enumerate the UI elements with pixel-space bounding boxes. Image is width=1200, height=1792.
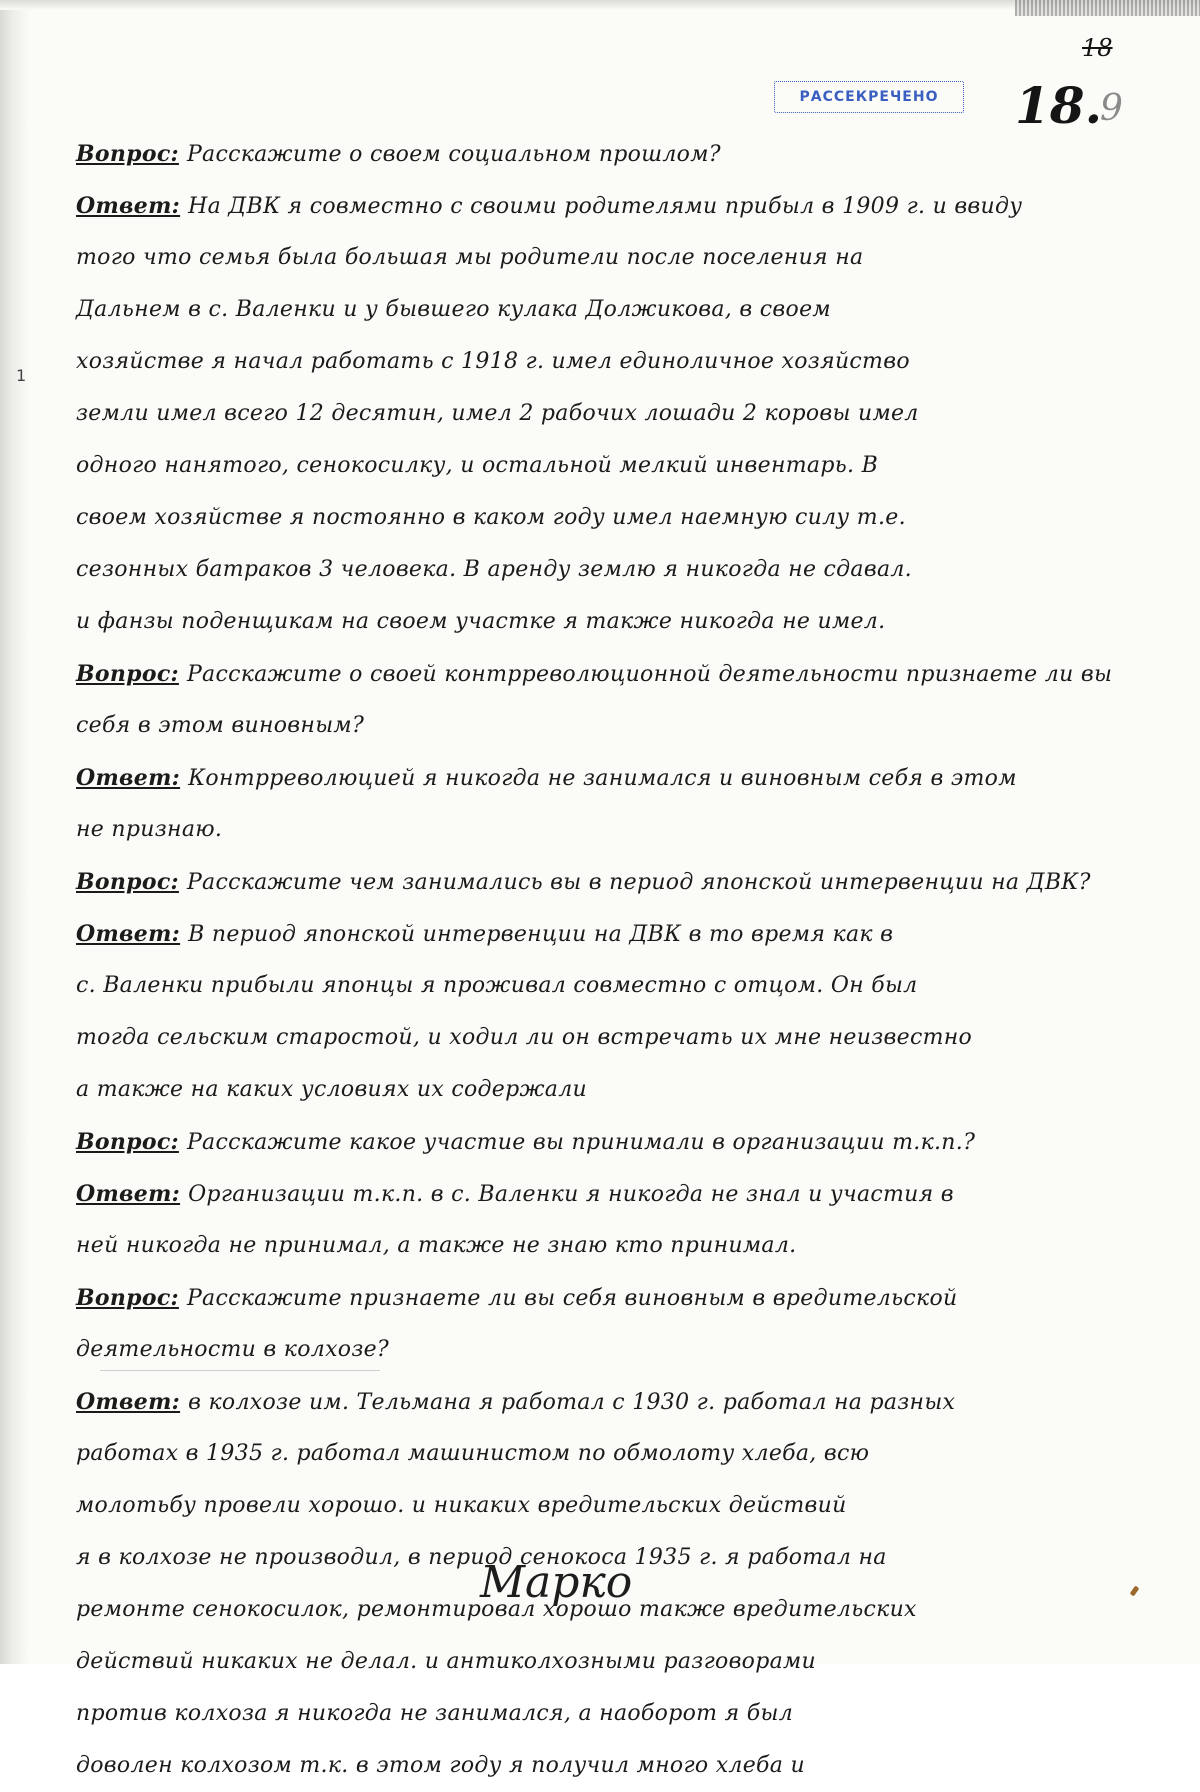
text-line	[76, 1272, 1126, 1324]
folio-number-secondary: 9	[1100, 88, 1123, 129]
line-text: На ДВК я совместно с своими родителями прибыл в 1909 г. и ввиду	[188, 194, 1023, 219]
text-line	[76, 804, 1126, 856]
line-text: тогда сельским старостой, и ходил ли он встречать их мне неизвестно	[76, 1025, 973, 1050]
folio-number: 18.	[1015, 76, 1102, 135]
scan-left-edge	[0, 0, 30, 1664]
text-line	[76, 544, 1126, 596]
text-line	[76, 336, 1126, 388]
line-label: Вопрос:	[76, 1129, 179, 1155]
line-text: а также на каких условиях их содержали	[76, 1077, 587, 1102]
line-text: В период японской интервенции на ДВК в то время как в	[188, 922, 894, 947]
line-label: Ответ:	[76, 1389, 181, 1415]
line-text: и фанзы поденщикам на своем участке я также никогда не имел.	[76, 609, 886, 634]
text-line	[76, 492, 1126, 544]
line-text: Расскажите признаете ли вы себя виновным в вредительской	[186, 1286, 958, 1311]
text-line	[76, 596, 1126, 648]
text-line	[76, 180, 1126, 232]
line-text: действий никаких не делал. и антиколхозными разговорами	[76, 1649, 817, 1674]
line-label: Ответ:	[76, 193, 181, 219]
line-text: деятельности в колхозе?	[76, 1337, 390, 1362]
handwritten-transcript	[76, 128, 1126, 1792]
line-text: своем хозяйстве я постоянно в каком году имел наемную силу т.е.	[76, 505, 906, 530]
line-label: Вопрос:	[76, 141, 179, 167]
line-text: доволен колхозом т.к. в этом году я получил много хлеба и	[76, 1753, 805, 1778]
text-line	[76, 1116, 1126, 1168]
text-line	[76, 960, 1126, 1012]
line-text: себя в этом виновным?	[76, 713, 365, 738]
margin-mark: 1	[16, 366, 27, 385]
line-label: Вопрос:	[76, 661, 179, 687]
text-line	[76, 1688, 1126, 1740]
line-text: ней никогда не принимал, а также не знаю кто принимал.	[76, 1233, 797, 1258]
folio-number-crossed: 18	[1082, 34, 1113, 62]
text-line	[76, 284, 1126, 336]
line-text: Организации т.к.п. в с. Валенки я никогда не знал и участия в	[188, 1182, 954, 1207]
line-text: Расскажите о своем социальном прошлом?	[186, 142, 721, 167]
line-label: Ответ:	[76, 765, 181, 791]
text-line	[76, 908, 1126, 960]
line-label: Ответ:	[76, 921, 181, 947]
text-line	[76, 1480, 1126, 1532]
line-text: хозяйстве я начал работать с 1918 г. имел единоличное хозяйство	[76, 349, 910, 374]
line-text: я в колхозе не производил, в период сенокоса 1935 г. я работал на	[76, 1545, 887, 1570]
text-line	[76, 1012, 1126, 1064]
line-label: Ответ:	[76, 1181, 181, 1207]
text-line	[76, 1324, 1126, 1376]
text-line	[76, 1220, 1126, 1272]
text-line	[76, 856, 1126, 908]
line-text: с. Валенки прибыли японцы я проживал совместно с отцом. Он был	[76, 973, 918, 998]
line-text: земли имел всего 12 десятин, имел 2 рабочих лошади 2 коровы имел	[76, 401, 919, 426]
line-text: работах в 1935 г. работал машинистом по обмолоту хлеба, всю	[76, 1441, 870, 1466]
text-line	[76, 1376, 1126, 1428]
line-text: одного нанятого, сенокосилку, и остальной мелкий инвентарь. В	[76, 453, 879, 478]
line-text: того что семья была большая мы родители после поселения на	[76, 245, 864, 270]
line-text: против колхоза я никогда не занимался, а наоборот я был	[76, 1701, 793, 1726]
text-line	[76, 128, 1126, 180]
text-line	[76, 752, 1126, 804]
line-label: Вопрос:	[76, 1285, 179, 1311]
line-text: в колхозе им. Тельмана я работал с 1930 г. работал на разных	[188, 1390, 956, 1415]
ink-spot	[1130, 1585, 1140, 1596]
text-line	[76, 648, 1126, 700]
text-line	[76, 1168, 1126, 1220]
text-line	[76, 440, 1126, 492]
scan-artifact-strip	[1015, 0, 1200, 16]
text-line	[76, 1064, 1126, 1116]
declassified-stamp: РАССЕКРЕЧЕНО	[774, 81, 964, 113]
text-line	[76, 388, 1126, 440]
text-line	[76, 1636, 1126, 1688]
line-text: ремонте сенокосилок, ремонтировал хорошо также вредительских	[76, 1597, 917, 1622]
line-text: Расскажите чем занимались вы в период японской интервенции на ДВК?	[186, 870, 1091, 895]
line-text: Контрреволюцией я никогда не занимался и виновным себя в этом	[188, 766, 1017, 791]
text-line	[76, 1428, 1126, 1480]
line-text: Расскажите какое участие вы принимали в организации т.к.п.?	[186, 1130, 976, 1155]
line-text: Расскажите о своей контрреволюционной деятельности признаете ли вы	[186, 662, 1113, 687]
line-label: Вопрос:	[76, 869, 179, 895]
line-text: сезонных батраков 3 человека. В аренду землю я никогда не сдавал.	[76, 557, 912, 582]
text-line	[76, 232, 1126, 284]
signature: Марко	[480, 1557, 633, 1608]
text-line	[76, 1740, 1126, 1792]
line-text: молотьбу провели хорошо. и никаких вредительских действий	[76, 1493, 847, 1518]
text-line	[76, 700, 1126, 752]
line-text: не признаю.	[76, 817, 223, 842]
line-text: Дальнем в с. Валенки и у бывшего кулака Должикова, в своем	[76, 297, 831, 322]
